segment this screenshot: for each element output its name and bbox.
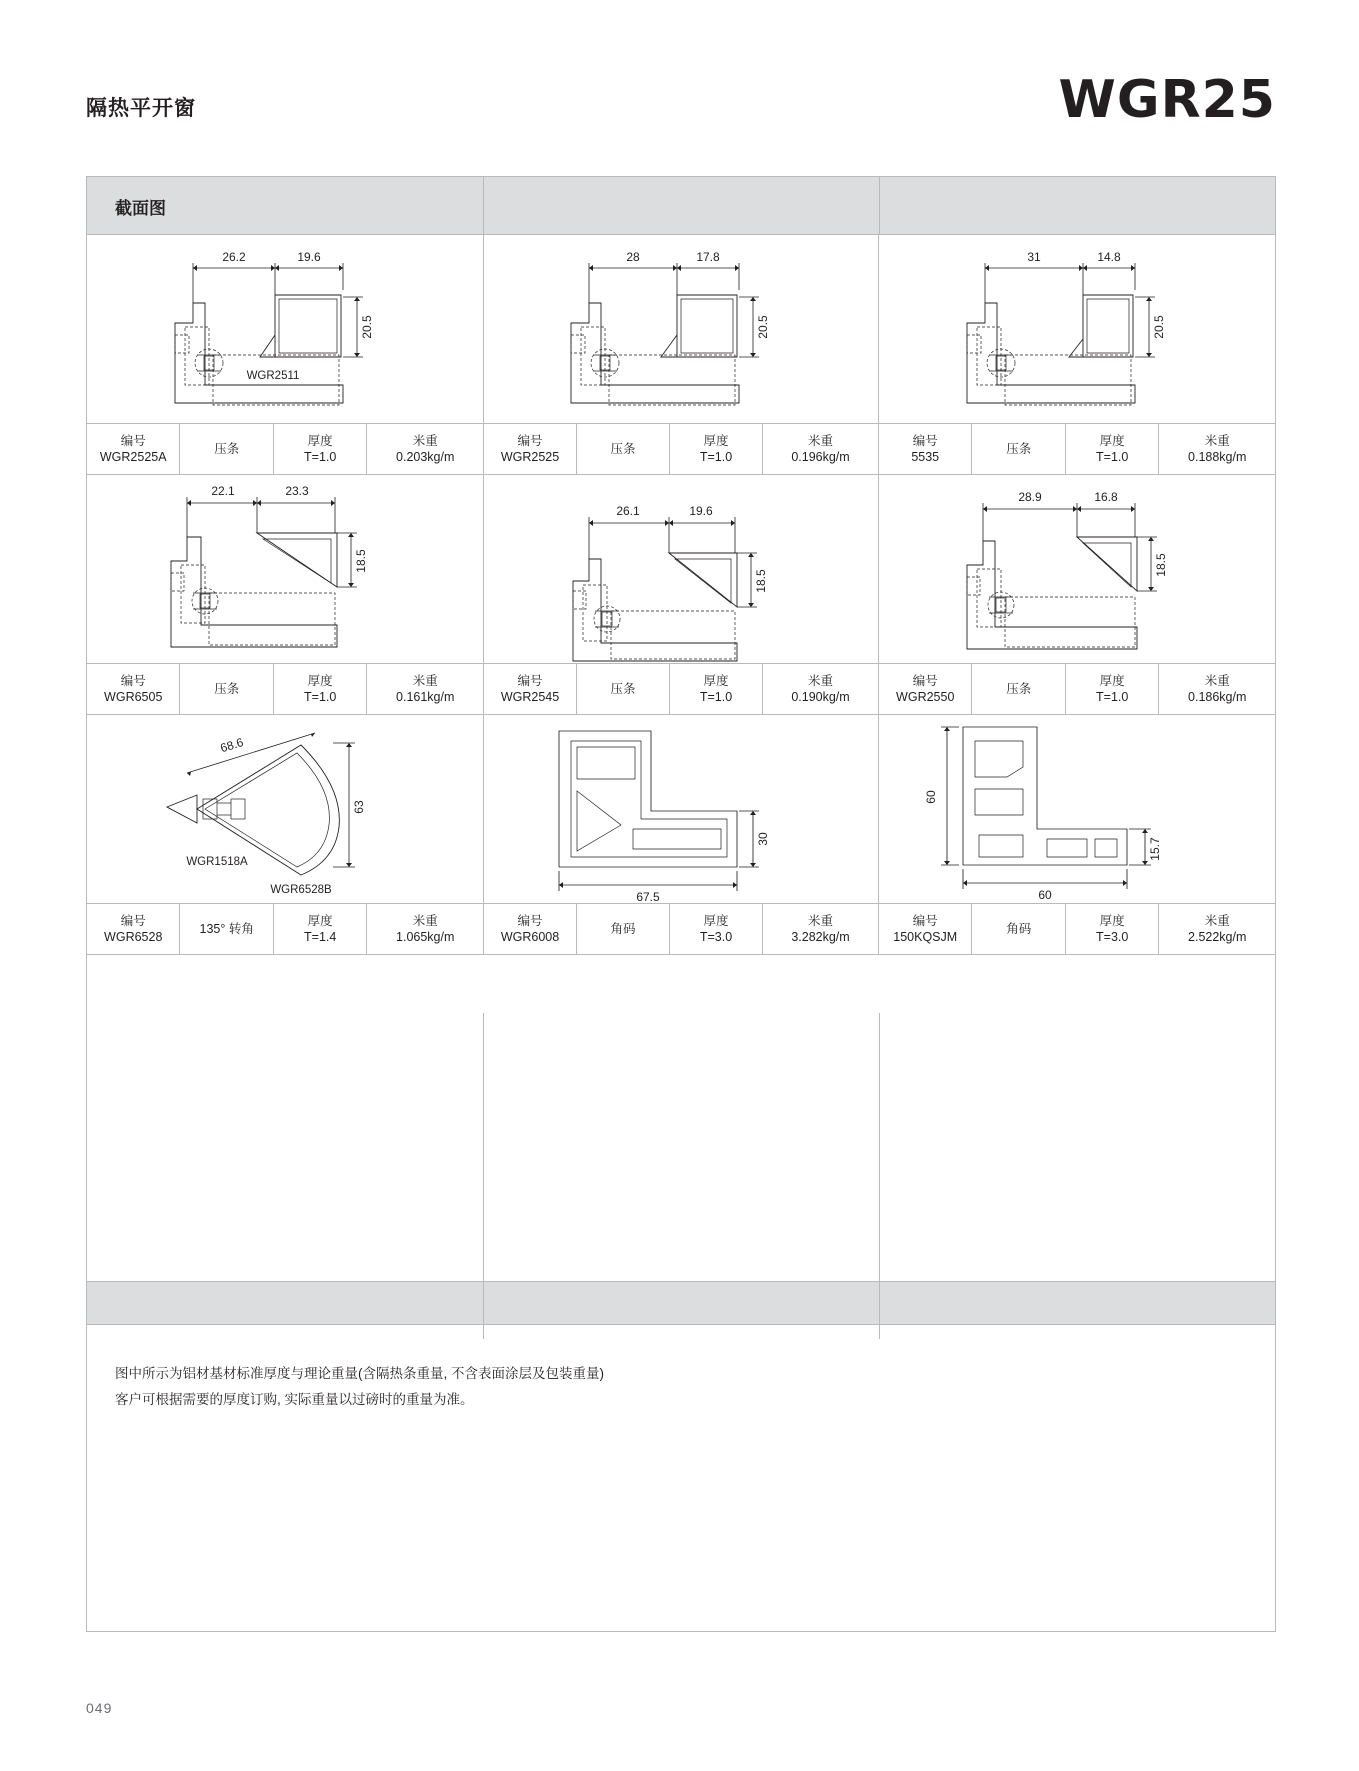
profile-info-table: [879, 423, 1275, 475]
info-thickness-value: T=1.0: [304, 450, 337, 464]
dim-right: 20.5: [756, 315, 770, 339]
info-thickness: [274, 904, 367, 954]
info-code-label: 编号: [517, 914, 543, 928]
page-title: 隔热平开窗: [86, 97, 196, 120]
info-thickness-value: T=3.0: [1096, 930, 1129, 944]
info-thickness-value: T=3.0: [699, 930, 733, 944]
dim-top-right: 19.6: [689, 504, 713, 518]
info-type: [972, 904, 1065, 954]
info-type: [180, 904, 273, 954]
dim-right: 20.5: [1152, 315, 1166, 339]
profile-figure: [87, 715, 483, 903]
info-thickness-value: T=1.0: [1096, 450, 1129, 464]
profile-cell-5535: [879, 235, 1275, 475]
profile-figure: [484, 475, 878, 663]
profile-cell-wgr2525a: [87, 235, 483, 475]
profile-info-table: [484, 663, 878, 715]
dim-height: 30: [756, 832, 770, 846]
info-thickness-label: 厚度: [1099, 434, 1125, 448]
info-code-value: WGR6505: [104, 690, 163, 704]
profile-grid: [87, 235, 1275, 955]
info-code-value: 5535: [911, 450, 940, 464]
info-code-label: 编号: [120, 674, 146, 688]
info-type: [577, 664, 670, 714]
info-code-label: 编号: [517, 674, 543, 688]
info-thickness: [274, 424, 367, 474]
profile-figure: [484, 235, 878, 423]
info-thickness-value: T=1.0: [699, 690, 733, 704]
info-code: [484, 664, 577, 714]
info-code: [87, 424, 180, 474]
info-type: [972, 664, 1065, 714]
info-code-label: 编号: [120, 914, 146, 928]
dim-right: 18.5: [354, 549, 368, 573]
info-thickness-value: T=1.0: [304, 690, 337, 704]
info-weight: [1159, 424, 1275, 474]
info-thickness-label: 厚度: [307, 914, 333, 928]
info-thickness: [670, 904, 763, 954]
page-header: [86, 70, 1276, 138]
profile-row: [87, 715, 1275, 955]
info-thickness-value: T=1.4: [304, 930, 337, 944]
dim-span: 68.6: [218, 735, 246, 756]
dim-top-left: 22.1: [211, 484, 235, 498]
info-code-value: WGR6528: [104, 930, 163, 944]
info-thickness-value: T=1.0: [699, 450, 733, 464]
info-weight-label: 米重: [412, 674, 438, 688]
info-weight: [1159, 664, 1275, 714]
profile-figure: [87, 235, 483, 423]
profile-figure: [484, 715, 878, 903]
page-number: 049: [86, 1700, 113, 1716]
dim-right: 20.5: [360, 315, 374, 339]
dim-top-left: 26.2: [222, 250, 246, 264]
info-thickness-label: 厚度: [307, 674, 333, 688]
info-code: [87, 904, 180, 954]
info-code: [484, 904, 577, 954]
info-type: [972, 424, 1065, 474]
profile-info-table: [484, 423, 878, 475]
profile-cell-wgr6008: [483, 715, 879, 955]
note-line-2: 客户可根据需要的厚度订购, 实际重量以过磅时的重量为准。: [115, 1392, 474, 1407]
info-type-value: 压条: [1006, 442, 1032, 456]
info-weight-label: 米重: [412, 434, 438, 448]
profile-row: [87, 475, 1275, 715]
info-weight: [367, 424, 483, 474]
info-thickness: [1066, 664, 1159, 714]
profile-cell-wgr2550: [879, 475, 1275, 715]
dim-foot: 15.7: [1148, 837, 1162, 861]
info-code: [879, 664, 972, 714]
profile-figure: [879, 715, 1275, 903]
dim-top-left: 31: [1027, 250, 1041, 264]
dim-top-left: 26.1: [616, 504, 640, 518]
profile-info-table: [484, 903, 878, 955]
profile-figure: [879, 475, 1275, 663]
info-thickness: [670, 424, 763, 474]
profile-cell-wgr6528: [87, 715, 483, 955]
note-line-1: 图中所示为铝材基材标准厚度与理论重量(含隔热条重量, 不含表面涂层及包装重量): [115, 1366, 604, 1381]
dim-height: 63: [352, 800, 366, 814]
info-thickness: [670, 664, 763, 714]
info-thickness-label: 厚度: [703, 674, 729, 688]
info-weight-label: 米重: [807, 914, 833, 928]
info-code-value: WGR2525: [500, 450, 560, 464]
info-type-value: 压条: [214, 682, 240, 696]
info-weight-value: 2.522kg/m: [1188, 930, 1247, 944]
profile-info-table: [879, 903, 1275, 955]
dim-width: 60: [1038, 888, 1052, 902]
dim-top-right: 19.6: [297, 250, 321, 264]
info-type-value: 角码: [610, 922, 636, 936]
dim-right: 18.5: [754, 569, 768, 593]
dim-height: 60: [924, 790, 938, 804]
band-divider-2: [879, 177, 880, 234]
info-thickness: [1066, 424, 1159, 474]
profile-cell-150kqsjm: [879, 715, 1275, 955]
info-weight-label: 米重: [807, 434, 833, 448]
info-type: [577, 904, 670, 954]
info-thickness-label: 厚度: [307, 434, 333, 448]
info-type-value: 135° 转角: [199, 922, 254, 936]
info-weight-value: 3.282kg/m: [791, 930, 850, 944]
info-code: [879, 904, 972, 954]
info-weight-label: 米重: [807, 674, 833, 688]
info-code-value: WGR2545: [500, 690, 560, 704]
bottom-band: [87, 1281, 1275, 1325]
bottom-band-divider-2: [879, 1282, 880, 1324]
profile-cell-wgr6505: [87, 475, 483, 715]
info-code: [484, 424, 577, 474]
info-code-value: WGR2550: [896, 690, 955, 704]
info-code-value: 150KQSJM: [893, 930, 958, 944]
info-thickness-label: 厚度: [703, 914, 729, 928]
dim-top-right: 17.8: [696, 250, 720, 264]
dim-top-right: 23.3: [285, 484, 309, 498]
info-code-label: 编号: [912, 674, 938, 688]
inner-part-label: WGR2511: [246, 370, 300, 382]
info-weight: [1159, 904, 1275, 954]
info-thickness: [274, 664, 367, 714]
info-code: [879, 424, 972, 474]
profile-row: [87, 235, 1275, 475]
profile-info-table: [879, 663, 1275, 715]
section-band-label: 截面图: [115, 199, 166, 218]
band-divider-1: [483, 177, 484, 234]
info-weight-value: 0.196kg/m: [791, 450, 850, 464]
bottom-band-divider-1: [483, 1282, 484, 1324]
dim-top-right: 16.8: [1094, 490, 1118, 504]
info-thickness-value: T=1.0: [1096, 690, 1129, 704]
info-type: [577, 424, 670, 474]
info-weight-value: 0.161kg/m: [396, 690, 455, 704]
info-code-label: 编号: [120, 434, 146, 448]
info-code-value: WGR2525A: [99, 450, 167, 464]
info-code-label: 编号: [517, 434, 543, 448]
info-type-value: 压条: [214, 442, 240, 456]
info-type: [180, 424, 273, 474]
info-weight-value: 0.188kg/m: [1188, 450, 1247, 464]
info-weight-value: 0.203kg/m: [396, 450, 455, 464]
notes-block: [115, 1361, 604, 1413]
info-weight-label: 米重: [1204, 914, 1230, 928]
series-code: WGR25: [1058, 70, 1276, 130]
info-weight: [763, 904, 878, 954]
profile-cell-wgr2525: [483, 235, 879, 475]
profile-info-table: [87, 663, 483, 715]
profile-info-table: [87, 423, 483, 475]
info-thickness-label: 厚度: [1099, 914, 1125, 928]
profile-cell-wgr2545: [483, 475, 879, 715]
info-thickness-label: 厚度: [703, 434, 729, 448]
info-weight: [763, 664, 878, 714]
info-type-value: 压条: [610, 682, 636, 696]
content-frame: [86, 176, 1276, 1632]
section-band: [87, 177, 1275, 235]
dim-right: 18.5: [1154, 553, 1168, 577]
info-weight: [367, 664, 483, 714]
info-code: [87, 664, 180, 714]
inner-part-label-2: WGR6528B: [270, 884, 332, 896]
info-thickness-label: 厚度: [1099, 674, 1125, 688]
info-type-value: 压条: [610, 442, 636, 456]
info-weight-value: 0.190kg/m: [791, 690, 850, 704]
inner-part-label-1: WGR1518A: [186, 856, 248, 868]
dim-top-left: 28.9: [1018, 490, 1042, 504]
dim-width: 67.5: [636, 890, 660, 903]
profile-info-table: [87, 903, 483, 955]
info-weight: [763, 424, 878, 474]
info-weight: [367, 904, 483, 954]
info-code-label: 编号: [912, 434, 938, 448]
info-weight-label: 米重: [412, 914, 438, 928]
info-weight-label: 米重: [1204, 434, 1230, 448]
profile-figure: [879, 235, 1275, 423]
info-weight-value: 1.065kg/m: [396, 930, 455, 944]
info-code-value: WGR6008: [500, 930, 560, 944]
profile-figure: [87, 475, 483, 663]
dim-top-left: 28: [626, 250, 640, 264]
info-thickness: [1066, 904, 1159, 954]
info-type-value: 压条: [1006, 682, 1032, 696]
info-weight-label: 米重: [1204, 674, 1230, 688]
dim-top-right: 14.8: [1097, 250, 1121, 264]
info-type: [180, 664, 273, 714]
info-code-label: 编号: [912, 914, 938, 928]
info-weight-value: 0.186kg/m: [1188, 690, 1247, 704]
info-type-value: 角码: [1006, 922, 1032, 936]
